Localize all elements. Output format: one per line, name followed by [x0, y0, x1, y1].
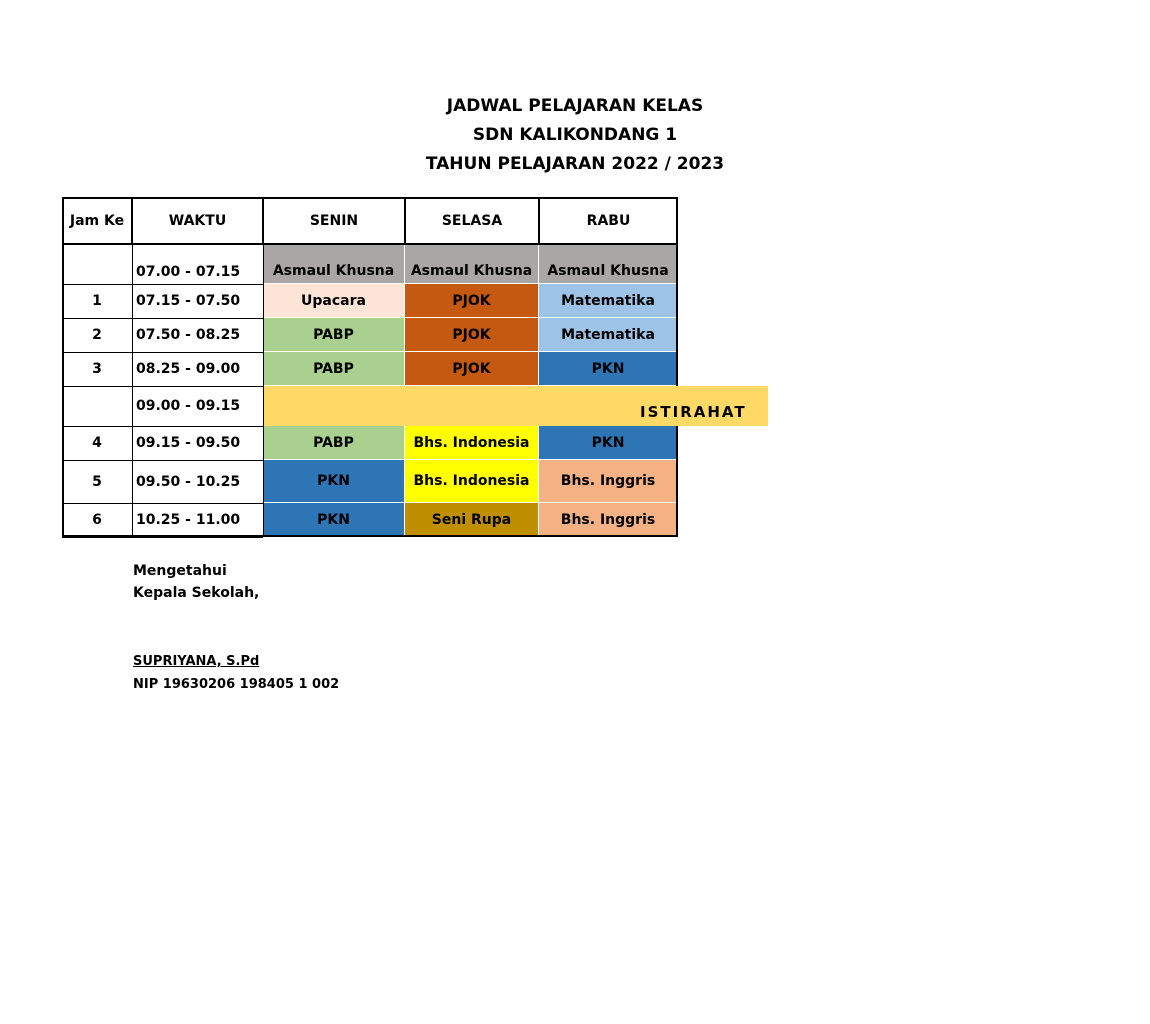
subject-cell-selasa: Bhs. Indonesia: [405, 460, 539, 503]
cell-waktu: 08.25 - 09.00: [136, 361, 241, 377]
cell-jam: 1: [92, 293, 102, 309]
cell-jam: [62, 244, 132, 284]
subject-cell-senin: Upacara: [263, 284, 405, 318]
cell-waktu: 10.25 - 11.00: [136, 512, 241, 528]
grid-line: [62, 503, 263, 504]
subject-cell-rabu: Matematika: [539, 284, 678, 318]
subject-cell-selasa: PJOK: [405, 318, 539, 352]
subject-cell-senin: PABP: [263, 318, 405, 352]
subject-cell-selasa: Seni Rupa: [405, 503, 539, 537]
column-header-senin: SENIN: [263, 197, 405, 244]
header-divider: [62, 243, 678, 245]
subject-cell-rabu: Asmaul Khusna: [539, 244, 678, 284]
subject-cell-selasa: PJOK: [405, 284, 539, 318]
title-line-3: TAHUN PELAJARAN 2022 / 2023: [425, 154, 725, 174]
subject-cell-selasa: Bhs. Indonesia: [405, 426, 539, 460]
column-header-rabu: RABU: [539, 197, 678, 244]
grid-line: [62, 460, 263, 461]
grid-line: [62, 537, 263, 538]
column-header-jam-ke: Jam Ke: [62, 197, 132, 244]
cell-jam: 2: [92, 327, 102, 343]
column-header-selasa: SELASA: [405, 197, 539, 244]
signature-mengetahui: Mengetahui: [133, 563, 227, 579]
grid-line: [62, 284, 263, 285]
cell-waktu: 07.00 - 07.15: [136, 264, 241, 280]
grid-line: [62, 386, 263, 387]
title-line-1: JADWAL PELAJARAN KELAS: [446, 96, 704, 116]
grid-line: [263, 197, 264, 537]
grid-line: [62, 352, 263, 353]
grid-line: [132, 197, 133, 537]
cell-waktu: 07.50 - 08.25: [136, 327, 241, 343]
subject-cell-senin: PKN: [263, 460, 405, 503]
subject-cell-selasa: PJOK: [405, 352, 539, 386]
title-line-2: SDN KALIKONDANG 1: [472, 125, 678, 145]
cell-jam: 5: [92, 473, 102, 490]
signature-title: Kepala Sekolah,: [133, 585, 260, 601]
signature-nip: NIP 19630206 198405 1 002: [133, 677, 340, 692]
signature-name: SUPRIYANA, S.Pd: [133, 654, 260, 669]
column-header-waktu: WAKTU: [132, 197, 263, 244]
subject-cell-selasa: Asmaul Khusna: [405, 244, 539, 284]
grid-line: [62, 426, 263, 427]
subject-cell-senin: PKN: [263, 503, 405, 537]
cell-jam: [62, 386, 132, 426]
cell-waktu: 09.00 - 09.15: [136, 398, 241, 414]
subject-cell-rabu: PKN: [539, 426, 678, 460]
grid-line: [62, 318, 263, 319]
cell-waktu: 09.50 - 10.25: [136, 473, 241, 490]
subject-cell-senin: PABP: [263, 352, 405, 386]
cell-jam: 4: [92, 435, 102, 451]
cell-jam: 6: [92, 512, 102, 528]
subject-cell-senin: PABP: [263, 426, 405, 460]
subject-cell-rabu: Bhs. Inggris: [539, 460, 678, 503]
subject-cell-senin: Asmaul Khusna: [263, 244, 405, 284]
break-label: ISTIRAHAT: [640, 403, 747, 421]
cell-jam: 3: [92, 361, 102, 377]
cell-waktu: 09.15 - 09.50: [136, 435, 241, 451]
subject-cell-rabu: Matematika: [539, 318, 678, 352]
subject-cell-rabu: PKN: [539, 352, 678, 386]
cell-waktu: 07.15 - 07.50: [136, 293, 241, 309]
subject-cell-rabu: Bhs. Inggris: [539, 503, 678, 537]
